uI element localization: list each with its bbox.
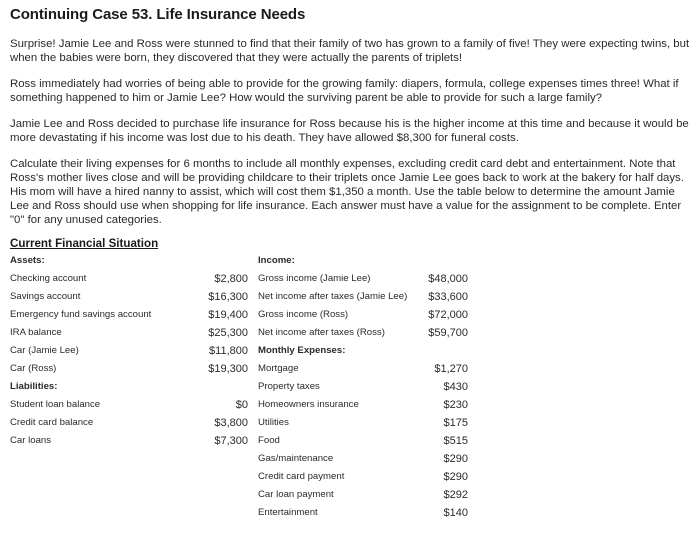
income-label: Net income after taxes (Ross)	[258, 327, 385, 338]
income-label: Net income after taxes (Jamie Lee)	[258, 291, 408, 302]
expense-value: $290	[443, 453, 468, 465]
expense-label: Credit card payment	[258, 471, 345, 482]
expense-label: Entertainment	[258, 507, 318, 518]
expense-label: Property taxes	[258, 381, 320, 392]
financial-situation-title: Current Financial Situation	[10, 237, 159, 250]
asset-value: $16,300	[208, 291, 248, 303]
income-value: $72,000	[428, 309, 468, 321]
page-title: Continuing Case 53. Life Insurance Needs	[10, 6, 306, 23]
expense-value: $140	[443, 507, 468, 519]
asset-value: $19,400	[208, 309, 248, 321]
expense-value: $175	[443, 417, 468, 429]
expense-label: Homeowners insurance	[258, 399, 359, 410]
liability-label: Credit card balance	[10, 417, 94, 428]
paragraph-decision: Jamie Lee and Ross decided to purchase life insurance for Ross because his is the higher income at this time and because it would be more devastating if his income was lost due to his death. They have allowed $8,300 for funeral costs.	[10, 118, 689, 144]
income-label: Gross income (Jamie Lee)	[258, 273, 371, 284]
paragraph-instructions: Calculate their living expenses for 6 months to include all monthly expenses, excluding credit card debt and entertainment. Note that Ross's mother lives close and will be providing childcare to their triplets once Jamie Lee goes back to work at the bakery for half days. His mom will have a hired nanny to assist, which will cost them $1,350 a month. Use the table below to determine the amount Jamie Lee and Ross should use when shopping for life insurance. Each answer must have a value for the assignment to be complete. Enter "0" for any unused categories.	[10, 158, 684, 226]
monthly-expenses-header: Monthly Expenses:	[258, 345, 346, 356]
asset-value: $25,300	[208, 327, 248, 339]
income-label: Gross income (Ross)	[258, 309, 349, 320]
income-value: $59,700	[428, 327, 468, 339]
income-value: $33,600	[428, 291, 468, 303]
asset-label: Car (Ross)	[10, 363, 57, 374]
expense-value: $430	[443, 381, 468, 393]
liability-value: $7,300	[214, 435, 248, 447]
asset-label: IRA balance	[10, 327, 62, 338]
expense-label: Car loan payment	[258, 489, 334, 500]
asset-label: Emergency fund savings account	[10, 309, 152, 320]
expense-label: Utilities	[258, 417, 289, 428]
assets-liabilities-column	[10, 252, 248, 532]
expense-value: $290	[443, 471, 468, 483]
liability-value: $3,800	[214, 417, 248, 429]
expense-label: Gas/maintenance	[258, 453, 334, 464]
income-header: Income:	[258, 255, 295, 266]
asset-value: $11,800	[209, 345, 248, 357]
paragraph-intro: Surprise! Jamie Lee and Ross were stunned to find that their family of two has grown to a family of five! They were expecting twins, but when the babies were born, they discovered that they were actually the parents of triplets!	[10, 38, 690, 64]
assets-header: Assets:	[10, 255, 45, 266]
liability-label: Car loans	[10, 435, 52, 446]
expense-label: Mortgage	[258, 363, 299, 374]
expense-value: $230	[443, 399, 468, 411]
asset-label: Checking account	[10, 273, 87, 284]
expense-value: $515	[443, 435, 468, 447]
liabilities-header: Liabilities:	[10, 381, 58, 392]
income-value: $48,000	[428, 273, 468, 285]
expense-label: Food	[258, 435, 280, 446]
liability-label: Student loan balance	[10, 399, 101, 410]
liability-value: $0	[235, 399, 248, 411]
asset-label: Savings account	[10, 291, 81, 302]
asset-value: $2,800	[214, 273, 248, 285]
paragraph-worries: Ross immediately had worries of being able to provide for the growing family: diapers, formula, college expenses times three! What if something happened to him or Jamie Lee? How would the surviving parent be able to provide for such a large family?	[10, 78, 679, 104]
expense-value: $1,270	[434, 363, 468, 375]
asset-label: Car (Jamie Lee)	[10, 345, 79, 356]
income-expenses-column	[258, 252, 468, 532]
asset-value: $19,300	[208, 363, 248, 375]
expense-value: $292	[443, 489, 468, 501]
